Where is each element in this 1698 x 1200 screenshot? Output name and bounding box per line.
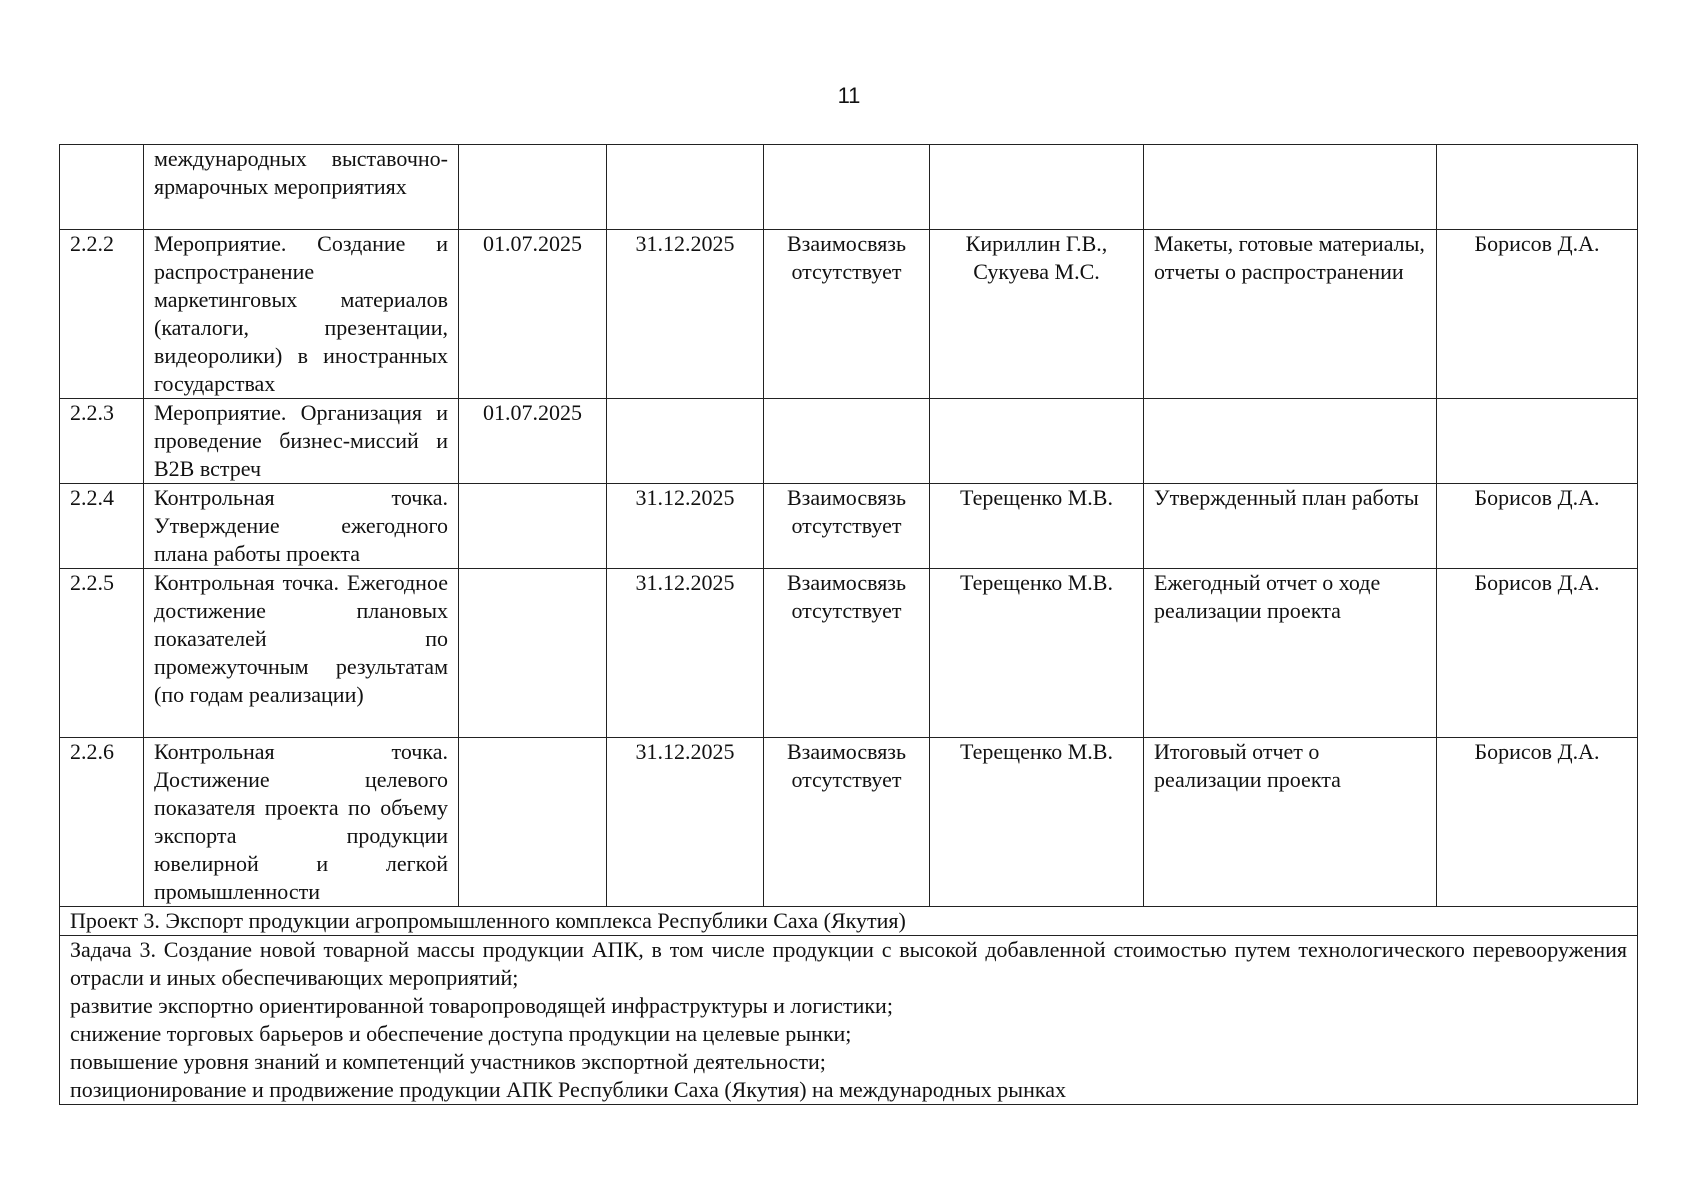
project-row (60, 907, 1638, 936)
cell-link: Взаимосвязь отсутствует (764, 569, 930, 738)
cell-supervisor: Борисов Д.А. (1437, 569, 1638, 738)
cell-end-date: 31.12.2025 (607, 484, 764, 569)
cell-supervisor (1437, 145, 1638, 230)
cell-responsible (930, 145, 1144, 230)
cell-end-date (607, 399, 764, 484)
cell-responsible (930, 399, 1144, 484)
cell-result: Макеты, готовые материалы, отчеты о распространении (1144, 230, 1437, 399)
cell-name: Контрольная точка. Достижение целевого показателя проекта по объему экспорта продукции ювелирной и легкой промышленности (144, 738, 459, 907)
task-description (60, 936, 1638, 1105)
table-row (60, 738, 1638, 907)
table-row (60, 230, 1638, 399)
cell-supervisor: Борисов Д.А. (1437, 484, 1638, 569)
cell-supervisor (1437, 399, 1638, 484)
cell-number: 2.2.6 (60, 738, 144, 907)
cell-number: 2.2.3 (60, 399, 144, 484)
table-row (60, 399, 1638, 484)
cell-result: Утвержденный план работы (1144, 484, 1437, 569)
cell-start-date (459, 738, 607, 907)
cell-number (60, 145, 144, 230)
cell-end-date (607, 145, 764, 230)
table-row (60, 569, 1638, 738)
table-row (60, 145, 1638, 230)
task-item: снижение торговых барьеров и обеспечение доступа продукции на целевые рынки; (70, 1021, 852, 1046)
cell-result (1144, 399, 1437, 484)
cell-start-date (459, 569, 607, 738)
page-number: 11 (837, 83, 861, 108)
cell-link: Взаимосвязь отсутствует (764, 230, 930, 399)
cell-name: Мероприятие. Организация и проведение бизнес-миссий и B2B встреч (144, 399, 459, 484)
cell-start-date: 01.07.2025 (459, 230, 607, 399)
cell-name: Контрольная точка. Утверждение ежегодного плана работы проекта (144, 484, 459, 569)
cell-name: международных выставочно-ярмарочных мероприятиях (144, 145, 459, 230)
cell-number: 2.2.5 (60, 569, 144, 738)
cell-name: Мероприятие. Создание и распространение маркетинговых материалов (каталоги, презентации, видеоролики) в иностранных государствах (144, 230, 459, 399)
task-item: повышение уровня знаний и компетенций участников экспортной деятельности; (70, 1049, 826, 1074)
plan-table (59, 144, 1638, 1105)
cell-responsible: Терещенко М.В. (930, 569, 1144, 738)
cell-start-date (459, 484, 607, 569)
cell-number: 2.2.4 (60, 484, 144, 569)
cell-start-date: 01.07.2025 (459, 399, 607, 484)
cell-link (764, 145, 930, 230)
cell-supervisor: Борисов Д.А. (1437, 738, 1638, 907)
cell-number: 2.2.2 (60, 230, 144, 399)
task-item: позиционирование и продвижение продукции АПК Республики Саха (Якутия) на международных рынках (70, 1077, 1066, 1102)
cell-end-date: 31.12.2025 (607, 569, 764, 738)
cell-end-date: 31.12.2025 (607, 738, 764, 907)
cell-responsible: Терещенко М.В. (930, 484, 1144, 569)
cell-name: Контрольная точка. Ежегодное достижение плановых показателей по промежуточным результатам (по годам реализации) (144, 569, 459, 738)
task-row (60, 936, 1638, 1105)
cell-responsible: Терещенко М.В. (930, 738, 1144, 907)
cell-result: Итоговый отчет о реализации проекта (1144, 738, 1437, 907)
cell-link: Взаимосвязь отсутствует (764, 484, 930, 569)
task-intro: Задача 3. Создание новой товарной массы продукции АПК, в том числе продукции с высокой добавленной стоимостью путем технологического перевооружения отрасли и иных обеспечивающих мероприятий; (70, 937, 1627, 990)
project-title: Проект 3. Экспорт продукции агропромышленного комплекса Республики Саха (Якутия) (60, 907, 1638, 936)
cell-result (1144, 145, 1437, 230)
task-item: развитие экспортно ориентированной товаропроводящей инфраструктуры и логистики; (70, 993, 893, 1018)
cell-end-date: 31.12.2025 (607, 230, 764, 399)
cell-link: Взаимосвязь отсутствует (764, 738, 930, 907)
cell-supervisor: Борисов Д.А. (1437, 230, 1638, 399)
cell-start-date (459, 145, 607, 230)
table-row (60, 484, 1638, 569)
cell-link (764, 399, 930, 484)
table-body (60, 145, 1638, 1105)
cell-responsible: Кириллин Г.В., Сукуева М.С. (930, 230, 1144, 399)
cell-result: Ежегодный отчет о ходе реализации проекта (1144, 569, 1437, 738)
